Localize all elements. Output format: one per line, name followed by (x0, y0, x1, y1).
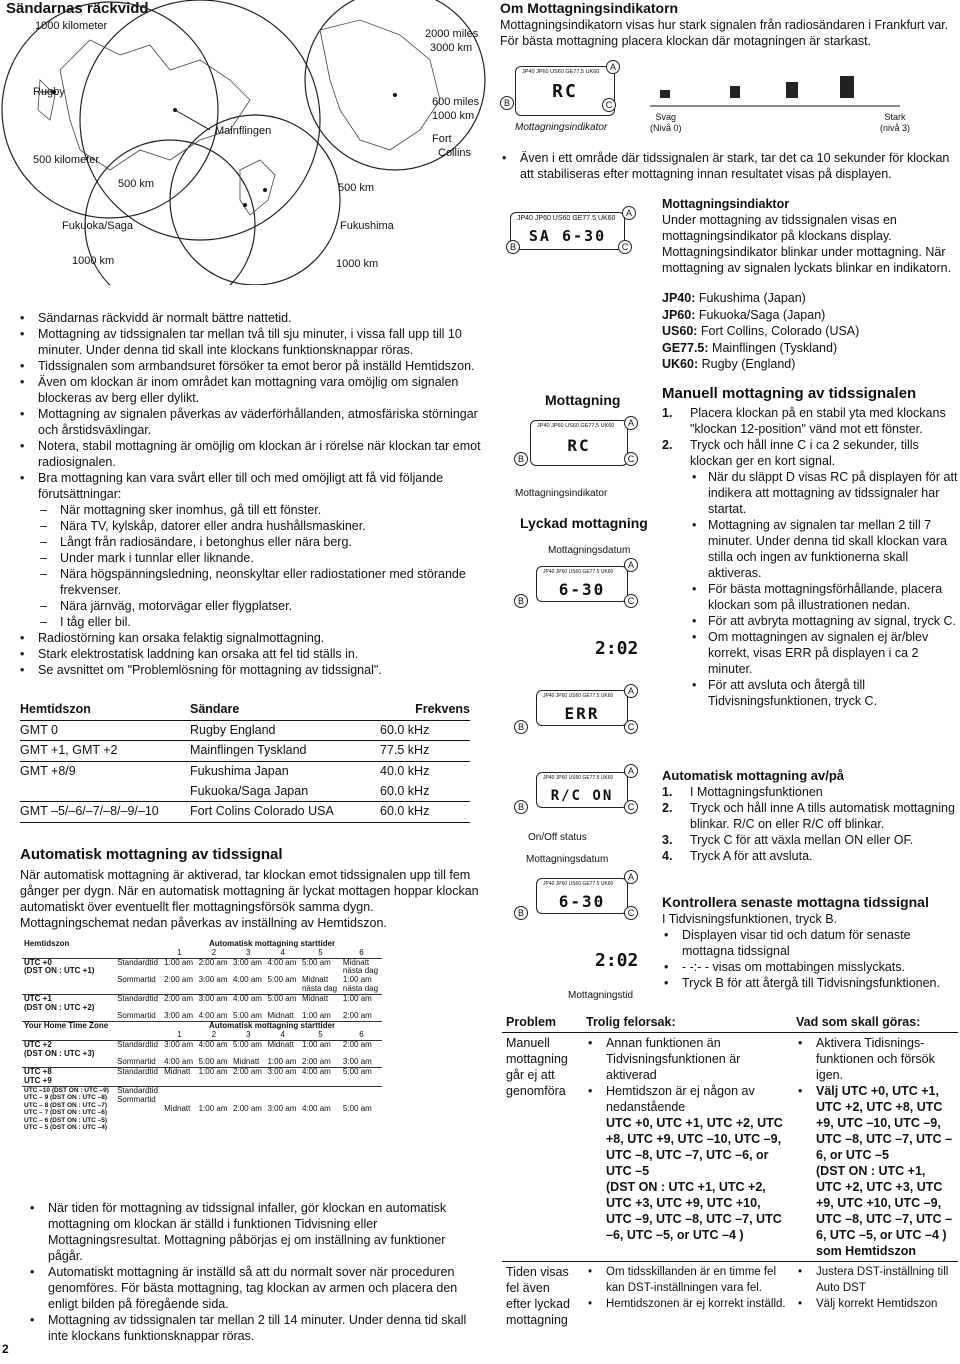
sched-h2: Automatisk mottagning starttider (208, 939, 336, 948)
lcd-value: SA 6-30 (521, 225, 614, 247)
th-frekvens: Frekvens (415, 702, 470, 716)
ind2-text: Under mottagning av tidssignalen visas en mottagningsindikator på klockans display. Mottagningsindikator blinkar under mottagning. När mottagning av signalen lyckats blinkar en indikatorn. (662, 213, 952, 275)
cause: • Annan funktionen än Tidvisningsfunktionen är aktiverad (586, 1035, 788, 1083)
step-text: Tryck C för att växla mellan ON eller OF. (690, 833, 914, 847)
t: 4:00 am (198, 1039, 228, 1049)
action-dst: (DST ON : UTC +1, UTC +2, UTC +3, UTC +9, UTC +10, UTC –9, UTC –8, UTC –7, UTC –6, UTC –5, or UTC –4 ) som Hemtidszon (816, 1164, 953, 1258)
step-note: • Om mottagningen av signalen ej är/blev korrekt, visas ERR på displayen i ca 2 minuter. (662, 629, 958, 677)
label-3000km: 3000 km (430, 42, 473, 54)
station (662, 307, 956, 324)
step-text: Placera klockan på en stabil yta med klockans "klockan 12-position" vänd mot ett fönster. (690, 406, 946, 436)
watch-display-date2 (536, 878, 628, 914)
dash-item: – Långt från radiosändare, i betonghus eller nära berg. (18, 534, 488, 550)
label-2000miles: 2000 miles (425, 28, 479, 40)
button-c-icon: C (624, 906, 638, 920)
zone: UTC +9 (24, 1075, 52, 1085)
left-notes (18, 310, 488, 678)
t: 2:00 am (233, 1103, 262, 1113)
station-row: JP40 JP60 US60 GE77.5 UK60 (522, 69, 600, 75)
sched-h3: Your Home Time Zone (24, 1021, 109, 1031)
cell: 60.0 kHz (380, 783, 430, 798)
mid-mottagning: Mottagning (545, 392, 621, 408)
t: Midnatt (301, 975, 329, 985)
button-c-icon: C (624, 452, 638, 466)
cause-text: Hemtidszon är ej någon av nedanstående (606, 1084, 755, 1114)
t: 2:00 am (164, 975, 194, 985)
cell: GMT +1, GMT +2 (20, 743, 118, 758)
button-b-icon: B (514, 906, 528, 920)
watch-display-date (536, 566, 628, 602)
note: • Tryck B för att återgå till Tidvisningsfunktionen. (662, 975, 958, 991)
step: 4. Tryck A för att avsluta. (662, 849, 813, 863)
t: 3:00 am (267, 1103, 297, 1113)
stark: Stark (884, 112, 906, 122)
som: Sommartid (117, 1011, 156, 1021)
watch-display-rc2 (530, 420, 628, 466)
step-text: I Mottagningsfunktionen (690, 785, 823, 799)
cell: Fukuoka/Saga Japan (190, 783, 309, 798)
t: 1:00 am (198, 1103, 228, 1113)
step-note: • Mottagning av signalen tar mellan 2 till 7 minuter. Under denna tid skall klockan vara stilla och ingen av funktionerna skall aktiveras. (662, 517, 958, 581)
step: 1. Placera klockan på en stabil yta med klockans "klockan 12-position" vänd mot ett fönster. (662, 406, 946, 436)
t: 5:00 am (233, 1011, 262, 1021)
station-row: JP40 JP60 US60 GE77.5 UK60 (537, 423, 615, 429)
problem-table (502, 1012, 958, 1330)
t: nästa dag (301, 983, 338, 993)
watch-display-err (536, 690, 628, 726)
station-name: Rugby (England) (701, 357, 796, 371)
t: 4:00 am (301, 1067, 331, 1077)
sched-h1: Hemtidszon (24, 939, 70, 948)
note: • Mottagning av tidssignalen tar mellan två till sju minuter, i vissa fall upp till 10 minuter. Under denna tid skall inte klockans funktionsknappar röras. (18, 326, 488, 358)
cause: • Om tidsskillanden är en timme fel kan DST-inställningen vara fel. (586, 1264, 788, 1296)
action: • Justera DST-inställning till Auto DST (796, 1264, 954, 1296)
t: 3:00 am (233, 957, 262, 967)
cell: Manuell mottagning går ej att genomföra (506, 1036, 568, 1098)
dash-item: – Nära högspänningsledning, neonskyltar eller radiostationer med störande frekvenser. (18, 566, 488, 598)
step: 2. Tryck och håll inne C i ca 2 sekunder, tills klockan ger en kort signal. (662, 438, 919, 468)
code: US60: (662, 324, 698, 338)
mid-datum2: Mottagningsdatum (526, 854, 609, 865)
button-a-icon: A (624, 684, 638, 698)
watch-display-rc (515, 66, 615, 116)
t: 2:00 am (233, 1067, 262, 1077)
note: • Displayen visar tid och datum för senaste mottagna tidssignal (662, 927, 958, 959)
signal-levels (650, 66, 910, 110)
button-c-icon: C (624, 720, 638, 734)
label-500km-b: 500 km (338, 182, 375, 194)
button-a-icon: A (624, 416, 638, 430)
label-collins: Collins (438, 147, 472, 159)
col: 1 (177, 1029, 182, 1039)
dash-item: – Nära järnväg, motorvägar eller flygplatser. (18, 598, 488, 614)
button-c-icon: C (624, 594, 638, 608)
cell: GMT –5/–6/–7/–8/–9/–10 (20, 804, 159, 819)
t: 5:00 am (342, 1067, 372, 1077)
som: Sommartid (117, 975, 156, 985)
cause: • Hemtidszonen är ej korrekt inställd. (586, 1296, 788, 1312)
zone: UTC +8 (24, 1067, 52, 1077)
manual-section (662, 385, 958, 709)
code: JP40: (662, 291, 696, 305)
latest-title: Kontrollera senaste mottagna tidssignal (662, 894, 929, 910)
t: 1:00 am (342, 993, 372, 1003)
dash-item: – Nära TV, kylskåp, datorer eller andra hushållsmaskiner. (18, 518, 488, 534)
mid-ind: Mottagningsindikator (515, 488, 608, 499)
cell: GMT 0 (20, 722, 58, 737)
action: • Välj korrekt Hemtidszon (796, 1296, 954, 1312)
note: • När tiden för mottagning av tidssignal infaller, gör klockan en automatisk mottagning om klockan är ställd i funktionen Tidvisning eller Mottagningsresultat. Mottagning påbörjas ej om inställning av funktioner pågår. (28, 1200, 468, 1264)
t: 1:00 am (267, 1057, 297, 1067)
t: 2:00 am (301, 1057, 331, 1067)
t: Midnatt (267, 1039, 294, 1049)
t: 1:00 am (301, 1039, 331, 1049)
t: 3:00 am (198, 975, 228, 985)
t: 3:00 am (164, 1039, 194, 1049)
note: • Mottagning av signalen påverkas av väderförhållanden, atmosfäriska störningar och årstidsväxlingar. (18, 406, 488, 438)
cell: Rugby England (190, 722, 276, 737)
label-fukuoka: Fukuoka/Saga (62, 220, 133, 232)
cell: 77.5 kHz (380, 743, 430, 758)
lcd-value: 6-30 (547, 891, 617, 913)
step-text: Tryck A för att avsluta. (690, 849, 813, 863)
std: Standardtid (117, 1067, 158, 1077)
t: Midnatt (233, 1057, 260, 1067)
button-a-icon: A (624, 764, 638, 778)
auto-title: Automatisk mottagning av tidssignal (20, 846, 283, 863)
auto-text: När automatisk mottagning är aktiverad, tar klockan emot tidssignalen upp till fem gånger per dygn. När en automatisk mottagning är lyckat mottagen hoppar klockan automatiskt över eventuellt fler mottagningsförsök samma dygn. Mottagningschemat nedan påverkas av inställning av Hemtidszon. (20, 868, 479, 930)
som: Sommartid (117, 1057, 156, 1067)
note: • Se avsnittet om "Problemlösning för mottagning av tidssignal". (18, 662, 488, 678)
label-mainflingen: Mainflingen (215, 125, 272, 137)
t: Midnatt (301, 993, 329, 1003)
t: nästa dag (342, 966, 379, 976)
cause (586, 1083, 788, 1243)
button-a-icon: A (624, 558, 638, 572)
t: 5:00 am (233, 1039, 262, 1049)
zone: UTC – 7 (DST ON : UTC –6) (24, 1109, 108, 1117)
frequency-table (20, 700, 470, 823)
step-text: Tryck och håll inne A tills automatisk mottagning blinkar. R/C on eller R/C off blinkar. (690, 801, 955, 831)
station-name: Fukushima (Japan) (698, 291, 806, 305)
label-1000km-top: 1000 kilometer (35, 20, 108, 32)
label-fort: Fort (432, 133, 452, 145)
station-name: Fort Collins, Colorado (USA) (700, 324, 860, 338)
lcd-value: R/C ON (547, 785, 617, 807)
cell: GMT +8/9 (20, 763, 76, 778)
zone: (DST ON : UTC +1) (24, 966, 95, 976)
th-atgard: Vad som skall göras: (796, 1015, 921, 1029)
bottom-notes (28, 1200, 468, 1344)
manual-title: Manuell mottagning av tidssignalen (662, 385, 917, 402)
station-row: JP40 JP60 US60 GE77.5 UK60 (543, 569, 614, 575)
cause-zones: UTC +0, UTC +1, UTC +2, UTC +8, UTC +9, UTC –10, UTC –9, UTC –8, UTC –7, UTC –6, or UTC –5 (606, 1116, 783, 1178)
col: 5 (318, 1029, 323, 1039)
t: 4:00 am (198, 1011, 228, 1021)
zone: UTC – 6 (DST ON : UTC –5) (24, 1116, 108, 1124)
svag-label (650, 112, 682, 135)
t: nästa dag (342, 983, 379, 993)
om-section (500, 0, 956, 49)
t: 4:00 am (233, 993, 262, 1003)
note: • Sändarnas räckvidd är normalt bättre nattetid. (18, 310, 488, 326)
sched-h2b: Automatisk mottagning starttider (208, 1021, 336, 1031)
note: • - -:- - visas om mottabingen misslyckats. (662, 959, 958, 975)
t: 4:00 am (301, 1103, 331, 1113)
range-title: Sändarnas räckvidd (6, 0, 149, 17)
latest-section (662, 894, 958, 991)
station (662, 356, 956, 373)
station-row: JP40 JP60 US60 GE77.5 UK60 (543, 693, 614, 699)
t: 1:00 am (164, 957, 194, 967)
ind2-section (662, 196, 956, 276)
col: 5 (318, 947, 323, 957)
indicator-caption: Mottagningsindikator (515, 122, 608, 133)
lcd-value: RC (526, 81, 604, 103)
th-orsak: Trolig felorsak: (586, 1015, 676, 1029)
label-600miles: 600 miles (432, 96, 480, 108)
step-note: • För att avsluta och återgå till Tidvisningsfunktionen, tryck C. (662, 677, 958, 709)
action: • Aktivera Tidisnings-funktionen och försök igen. (796, 1035, 954, 1083)
station-row: JP40 JP60 US60 GE77.5 UK60 (543, 775, 614, 781)
label-rugby: Rugby (33, 86, 65, 98)
auto-onoff-section (662, 768, 958, 864)
cell: 40.0 kHz (380, 763, 430, 778)
col: 6 (359, 947, 364, 957)
mid-tid: Mottagningstid (568, 990, 634, 1001)
t: 5:00 am (267, 975, 297, 985)
step-note: • När du släppt D visas RC på displayen för att indikera att mottagning av tidssignaler har startat. (662, 469, 958, 517)
label-1000km-b: 1000 km (432, 110, 475, 122)
map-drawing (0, 0, 492, 285)
zone: UTC +1 (24, 993, 52, 1003)
button-a-icon: A (622, 206, 636, 220)
step: 3. Tryck C för att växla mellan ON eller OF. (662, 833, 914, 847)
cell: 60.0 kHz (380, 722, 430, 737)
mid-datum: Mottagningsdatum (548, 545, 631, 556)
note: • Automatiskt mottagning är inställd så att du normalt sover när proceduren genomföres. För bästa mottagning, tag klockan av armen och placera den enligt bilden på föregående sida. (28, 1264, 468, 1312)
om-bullet (500, 150, 956, 182)
col: 6 (359, 1029, 364, 1039)
cell (20, 782, 190, 802)
step-note: • För att avbryta mottagning av signal, tryck C. (662, 613, 958, 629)
schedule-table (22, 940, 382, 1132)
ind2-title: Mottagningsindiaktor (662, 197, 790, 211)
th-hemtidszon: Hemtidszon (20, 702, 91, 716)
t: 3:00 am (342, 1057, 372, 1067)
button-b-icon: B (514, 720, 528, 734)
t: 1:00 am (198, 1067, 228, 1077)
std: Standardtid (117, 1085, 158, 1095)
station (662, 323, 956, 340)
stark-level: (nivå 3) (880, 123, 911, 134)
button-b-icon: B (500, 96, 514, 110)
note: • Mottagning av tidssignalen tar mellan 2 till 14 minuter. Under denna tid skall inte klockans funktionsknappar röras. (28, 1312, 468, 1344)
lcd-time2: 2:02 (595, 950, 639, 971)
t: Midnatt (342, 957, 370, 967)
cause-dst: (DST ON : UTC +1, UTC +2, UTC +3, UTC +9, UTC +10, UTC –9, UTC –8, UTC –7, UTC –6, UTC –5, or UTC –4 ) (606, 1180, 782, 1242)
t: 4:00 am (233, 975, 262, 985)
cell: Mainflingen Tyskland (190, 743, 307, 758)
t: 4:00 am (267, 957, 297, 967)
station (662, 340, 956, 357)
button-b-icon: B (514, 452, 528, 466)
label-500km-a: 500 km (118, 178, 155, 190)
zone: UTC +2 (24, 1039, 52, 1049)
t: 1:00 am (301, 1011, 331, 1021)
col: 4 (280, 947, 285, 957)
step-text: Tryck och håll inne C i ca 2 sekunder, tills klockan ger en kort signal. (690, 438, 919, 468)
cell: Tiden visas fel även efter lyckad mottagning (506, 1265, 570, 1327)
cell: Fukushima Japan (190, 763, 289, 778)
col: 3 (246, 947, 251, 957)
t: 5:00 am (198, 1057, 228, 1067)
watch-display-rcon (536, 772, 628, 808)
label-1000km-d: 1000 km (336, 258, 379, 270)
watch-display-sa (510, 212, 625, 250)
cell: 60.0 kHz (380, 804, 430, 819)
zone: (DST ON : UTC +2) (24, 1002, 95, 1012)
t: 3:00 am (198, 993, 228, 1003)
latest-intro: I Tidvisningsfunktionen, tryck B. (662, 911, 838, 926)
auto-section (20, 846, 482, 931)
t: 5:00 am (342, 1103, 372, 1113)
button-c-icon: C (624, 800, 638, 814)
col: 1 (177, 947, 182, 957)
dash-item: – När mottagning sker inomhus, gå till ett fönster. (18, 502, 488, 518)
t: 2:00 am (198, 957, 228, 967)
code: UK60: (662, 357, 699, 371)
t: 2:00 am (342, 1011, 372, 1021)
step: 1. I Mottagningsfunktionen (662, 785, 823, 799)
col: 3 (246, 1029, 251, 1039)
zone: UTC – 8 (DST ON : UTC –7) (24, 1101, 108, 1109)
action (796, 1083, 954, 1259)
button-b-icon: B (514, 800, 528, 814)
col: 4 (280, 1029, 285, 1039)
station-name: Mainflingen (Tyskland) (712, 340, 838, 355)
label-500-kilometer: 500 kilometer (33, 154, 100, 166)
om-title: Om Mottagningsindikatorn (500, 0, 679, 16)
t: 2:00 am (342, 1039, 372, 1049)
t: 4:00 am (164, 1057, 194, 1067)
label-1000km-c: 1000 km (72, 255, 115, 267)
t: 3:00 am (267, 1067, 297, 1077)
t: 3:00 am (164, 1011, 194, 1021)
col: 2 (211, 1029, 217, 1039)
button-c-icon: C (602, 98, 616, 112)
t: Midnatt (164, 1103, 191, 1113)
stark-label (880, 112, 910, 135)
note: • Även om klockan är inom området kan mottagning vara omöjlig om signalen blockeras av berg eller dylikt. (18, 374, 488, 406)
som: Sommartid (117, 1094, 156, 1104)
std: Standardtid (117, 993, 158, 1003)
note: • Tidssignalen som armbandsuret försöker ta emot beror på inställd Hemtidszon. (18, 358, 488, 374)
zone: UTC – 9 (DST ON : UTC –8) (24, 1094, 108, 1102)
t: 5:00 am (267, 993, 297, 1003)
stations-list (662, 290, 956, 373)
page-number: 2 (2, 1342, 9, 1356)
th-sandare: Sändare (190, 702, 240, 716)
lcd-value: RC (541, 435, 617, 457)
step: 2. Tryck och håll inne A tills automatisk mottagning blinkar. R/C on eller R/C off blinkar. (662, 801, 955, 831)
svag-level: (Nivå 0) (650, 123, 682, 134)
zone: UTC –10 (DST ON : UTC –9) (24, 1086, 109, 1094)
om-text: Mottagningsindikatorn visas hur stark signalen från radiosändaren i Frankfurt var. För bästa mottagning placera klockan där motagningen är starkast. (500, 17, 949, 48)
button-a-icon: A (624, 870, 638, 884)
t: Midnatt (164, 1067, 191, 1077)
step-note: • För bästa mottagningsförhållande, placera klockan som på illustrationen nedan. (662, 581, 958, 613)
station (662, 290, 956, 307)
button-c-icon: C (618, 240, 632, 254)
dash-item: – I tåg eller bil. (18, 614, 488, 630)
zone: UTC – 5 (DST ON : UTC –4) (24, 1124, 108, 1132)
mid-onoff: On/Off status (528, 832, 587, 843)
range-map (0, 0, 492, 285)
station-row: JP40 JP60 US60 GE77.5 UK60 (517, 215, 616, 222)
lcd-value: ERR (547, 703, 617, 725)
auto-onoff-title: Automatisk mottagning av/på (662, 768, 845, 783)
action-zones: Välj UTC +0, UTC +1, UTC +2, UTC +8, UTC +9, UTC –10, UTC –9, UTC –8, UTC –7, UTC –6, or UTC –5 (816, 1084, 953, 1162)
button-b-icon: B (514, 594, 528, 608)
station-name: Fukuoka/Saga (Japan) (698, 307, 826, 322)
col: 2 (211, 947, 217, 957)
zone: UTC +0 (24, 957, 52, 967)
lcd-time: 2:02 (595, 638, 639, 659)
note: • Bra mottagning kan vara svårt eller till och med omöjligt att få vid följande förutsättningar: (18, 470, 488, 502)
cell: Fort Colins Colorado USA (190, 804, 334, 819)
t: Midnatt (267, 1011, 294, 1021)
t: 1:00 am (342, 975, 372, 985)
note: • Notera, stabil mottagning är omöjlig om klockan är i rörelse när klockan tar emot radiosignalen. (18, 438, 488, 470)
note: • Även i ett område där tidssignalen är stark, tar det ca 10 sekunder för klockan att stabiliseras efter mottagning innan resultatet visas på displayen. (500, 150, 956, 182)
std: Standardtid (117, 957, 158, 967)
zone: (DST ON : UTC +3) (24, 1048, 95, 1058)
mid-lyckad: Lyckad mottagning (520, 515, 648, 531)
button-a-icon: A (606, 60, 620, 74)
svag: Svag (655, 112, 677, 122)
t: 5:00 am (301, 957, 331, 967)
t: 2:00 am (164, 993, 194, 1003)
code: JP60: (662, 307, 696, 322)
code: GE77.5: (662, 340, 709, 355)
th-problem: Problem (506, 1015, 557, 1029)
note: • Stark elektrostatisk laddning kan orsaka att fel tid ställs in. (18, 646, 488, 662)
std: Standardtid (117, 1039, 158, 1049)
note: • Radiostörning kan orsaka felaktig signalmottagning. (18, 630, 488, 646)
button-b-icon: B (506, 240, 520, 254)
dash-item: – Under mark i tunnlar eller liknande. (18, 550, 488, 566)
station-row: JP40 JP60 US60 GE77.5 UK60 (543, 881, 614, 887)
label-fukushima: Fukushima (340, 220, 394, 232)
lcd-value: 6-30 (547, 579, 617, 601)
